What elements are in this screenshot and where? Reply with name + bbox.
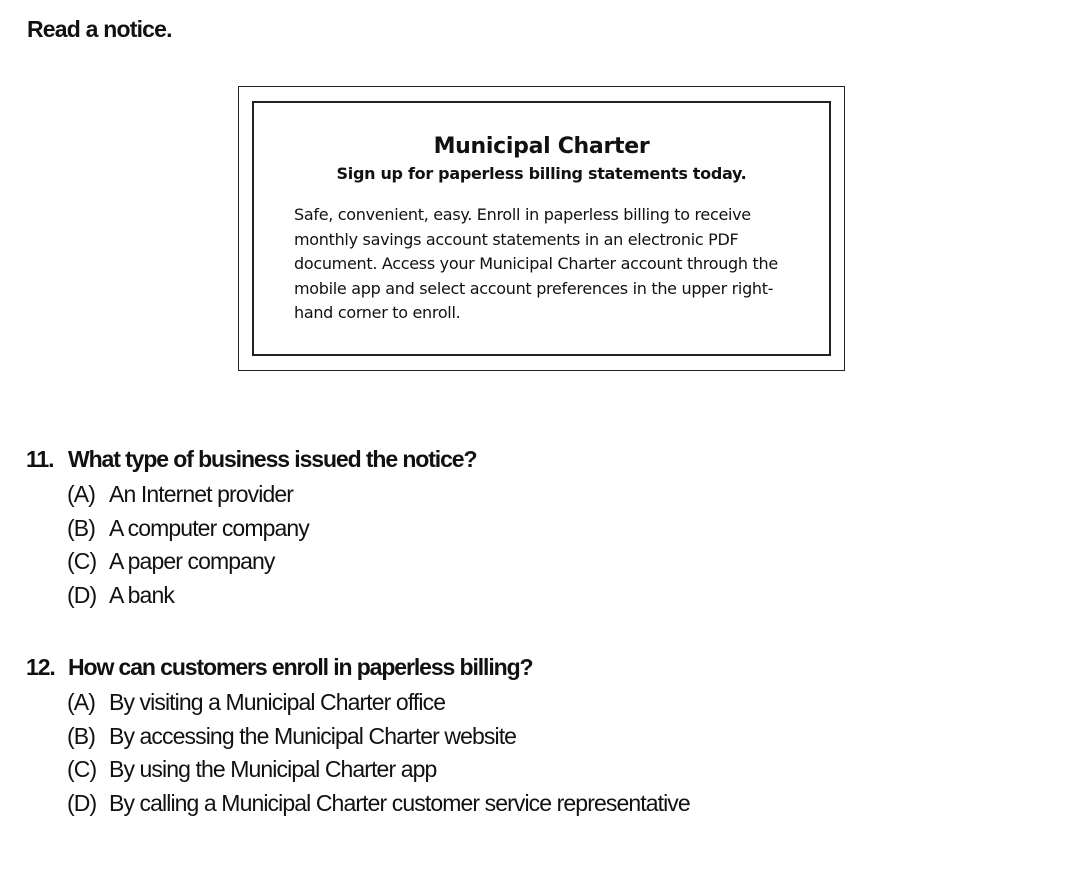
answer-option-a[interactable]	[26, 479, 1026, 513]
notice-title: Municipal Charter	[433, 134, 650, 159]
notice-subtitle: Sign up for paperless billing statements today.	[336, 164, 747, 183]
answer-option-d[interactable]	[26, 788, 1026, 822]
page-heading: Read a notice.	[27, 16, 172, 42]
option-letter: (C)	[67, 756, 97, 782]
notice-inner-frame	[252, 101, 831, 356]
option-text: An Internet provider	[109, 481, 294, 507]
answer-option-c[interactable]	[26, 546, 1026, 580]
question-stem	[26, 652, 1026, 684]
notice-body: Safe, convenient, easy. Enroll in paperless billing to receive monthly savings account statements in an electronic PDF document. Access your Municipal Charter account through the mobile app and select account preferences in the upper right-hand corner to enroll.	[294, 205, 778, 322]
answer-options	[26, 687, 1026, 821]
question-11	[26, 444, 1026, 613]
answer-option-a[interactable]	[26, 687, 1026, 721]
option-letter: (D)	[67, 581, 97, 608]
option-letter: (D)	[67, 789, 97, 816]
question-text: How can customers enroll in paperless billing?	[68, 654, 533, 680]
option-text: By accessing the Municipal Charter website	[109, 722, 517, 749]
question-text: What type of business issued the notice?	[68, 446, 477, 472]
option-letter: (A)	[67, 689, 95, 715]
option-letter: (C)	[67, 548, 97, 574]
question-number: 11.	[26, 446, 54, 472]
option-text: A bank	[109, 581, 174, 608]
question-number: 12.	[26, 654, 55, 680]
option-text: A computer company	[109, 514, 309, 541]
answer-option-b[interactable]	[26, 513, 1026, 547]
question-12	[26, 652, 1026, 821]
option-text: A paper company	[109, 548, 275, 574]
answer-options	[26, 479, 1026, 613]
option-letter: (B)	[67, 514, 95, 541]
question-stem	[26, 444, 1026, 476]
answer-option-c[interactable]	[26, 754, 1026, 788]
option-text: By calling a Municipal Charter customer service representative	[109, 789, 690, 816]
answer-option-d[interactable]	[26, 580, 1026, 614]
option-text: By visiting a Municipal Charter office	[109, 689, 446, 715]
option-letter: (A)	[67, 481, 95, 507]
notice-box	[238, 86, 845, 371]
option-text: By using the Municipal Charter app	[109, 756, 437, 782]
option-letter: (B)	[67, 722, 95, 749]
answer-option-b[interactable]	[26, 721, 1026, 755]
